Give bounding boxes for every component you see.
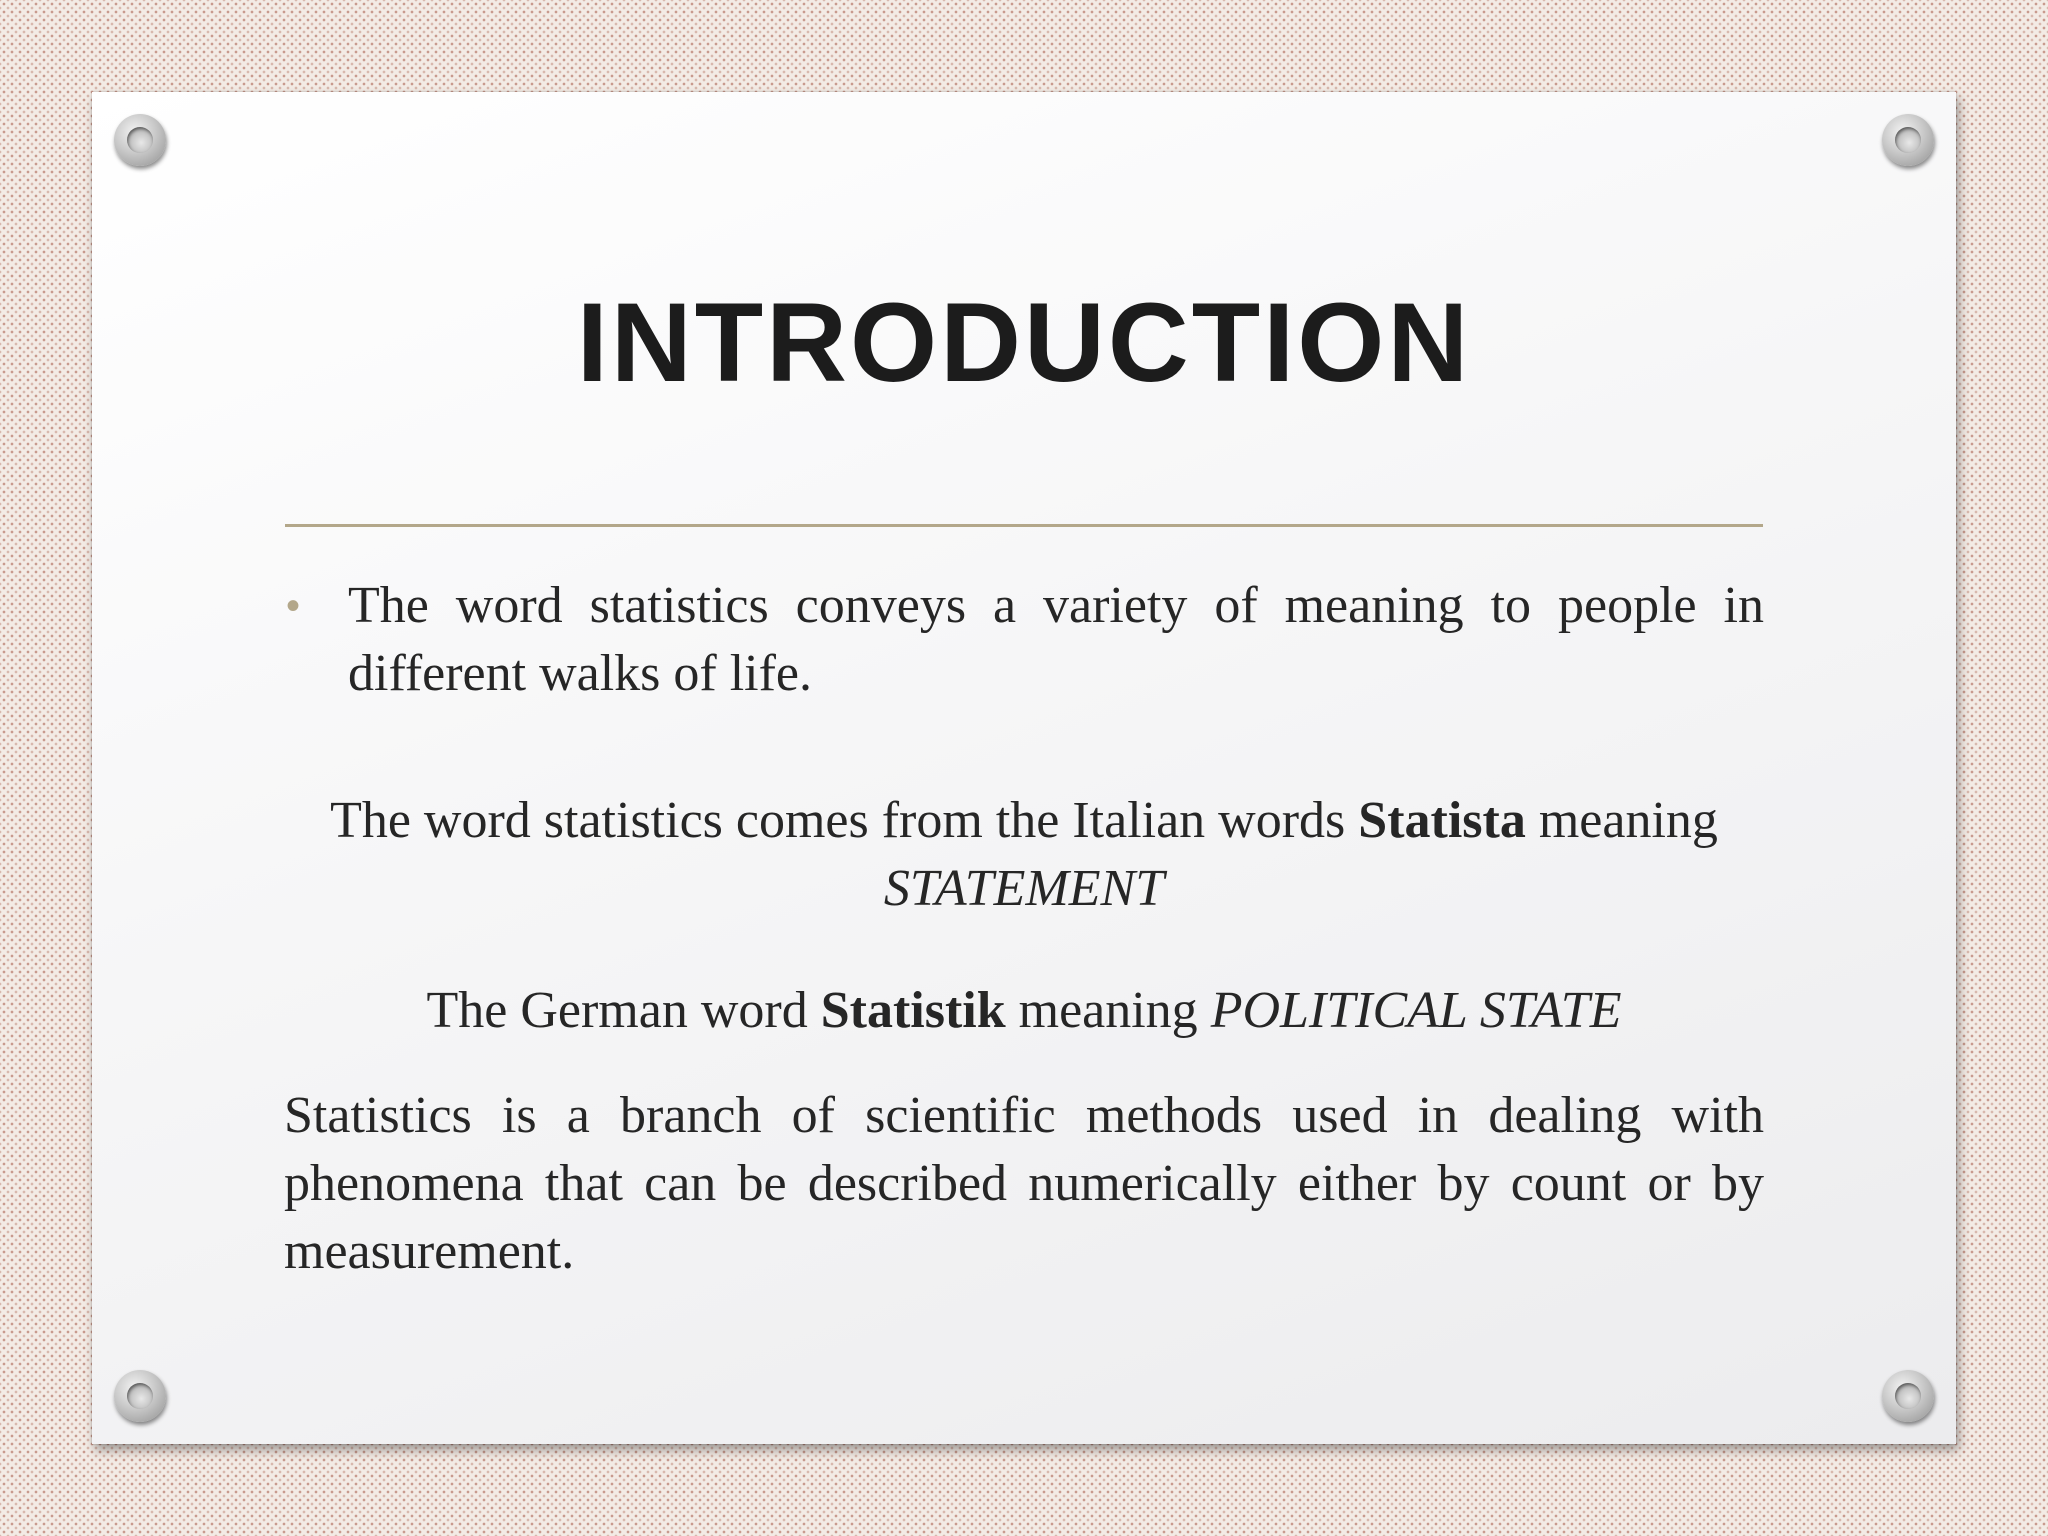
bullet-marker: • bbox=[286, 584, 301, 628]
italian-origin-paragraph bbox=[284, 787, 1764, 923]
pushpin-bottom-right-icon bbox=[1882, 1370, 1934, 1422]
bullet-item bbox=[284, 572, 1764, 708]
slide-board bbox=[92, 92, 1956, 1444]
german-prefix: The German word bbox=[426, 982, 821, 1039]
pushpin-top-right-icon bbox=[1882, 114, 1934, 166]
german-word: Statistik bbox=[820, 982, 1006, 1039]
pushpin-top-left-icon bbox=[114, 114, 166, 166]
italian-prefix: The word statistics comes from the Italian words bbox=[330, 792, 1359, 849]
german-middle: meaning bbox=[1005, 982, 1211, 1039]
german-meaning: POLITICAL STATE bbox=[1210, 982, 1622, 1039]
italian-middle: meaning bbox=[1525, 792, 1718, 849]
definition-paragraph: Statistics is a branch of scientific methods used in dealing with phenomena that can be described numerically either by count or by measurement. bbox=[284, 1087, 1764, 1280]
italian-word: Statista bbox=[1358, 792, 1526, 849]
italian-meaning: STATEMENT bbox=[883, 860, 1165, 917]
bullet-text: The word statistics conveys a variety of meaning to people in different walks of life. bbox=[348, 577, 1764, 702]
title-divider bbox=[285, 524, 1763, 527]
pushpin-bottom-left-icon bbox=[114, 1370, 166, 1422]
german-origin-paragraph bbox=[284, 977, 1764, 1045]
slide-title: INTRODUCTION bbox=[576, 280, 1472, 405]
